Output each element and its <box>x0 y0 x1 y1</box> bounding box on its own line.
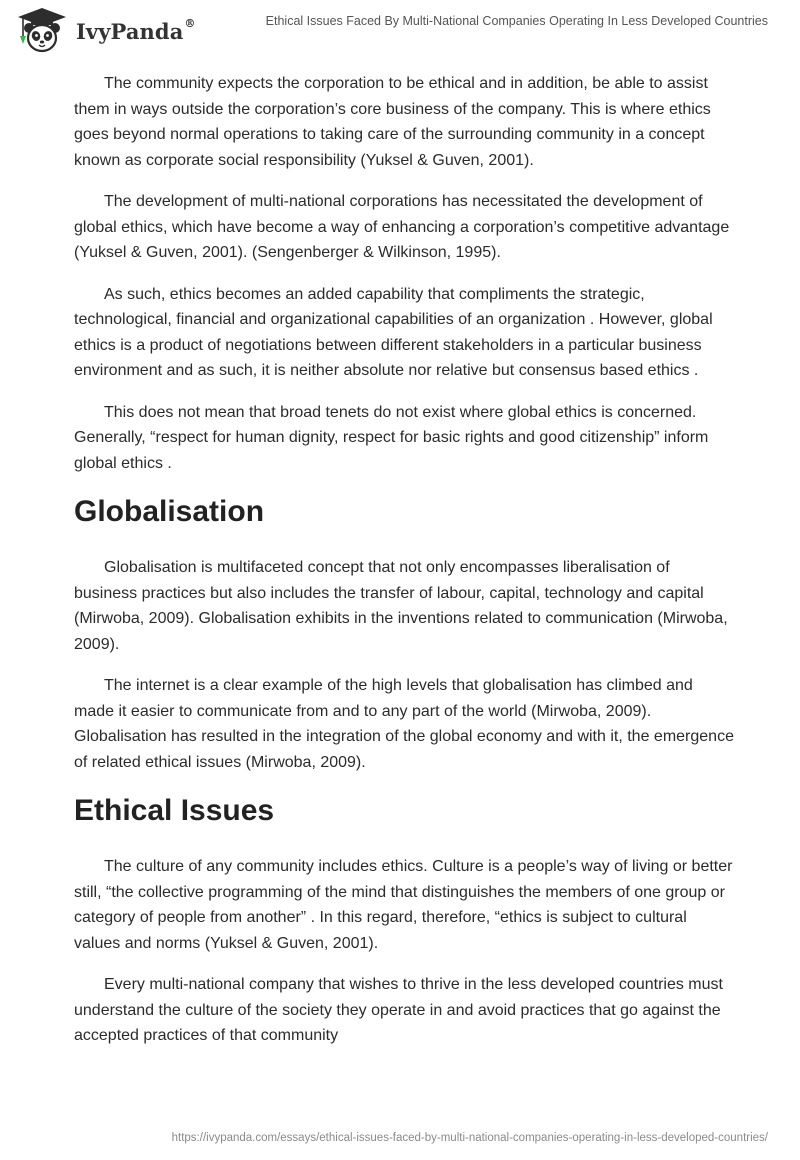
paragraph: The community expects the corporation to be ethical and in addition, be able to assist them in ways outside the corporation’s core business of the company. This is where ethics goes beyond normal operations to taking care of the surrounding community in a concept known as corporate social responsibility (Yuksel & Guven, 2001). <box>74 75 711 169</box>
panda-graduate-icon <box>14 6 70 56</box>
section-heading-globalisation: Globalisation <box>74 495 265 528</box>
paragraph: The culture of any community includes ethics. Culture is a people’s way of living or better still, “the collective programming of the mind that distinguishes the members of one group or category of people from another” . In this regard, therefore, “ethics is subject to cultural values and norms (Yuksel & Guven, 2001). <box>74 858 733 952</box>
ivypanda-logo[interactable] <box>14 6 196 56</box>
paragraph: Every multi-national company that wishes to thrive in the less developed countries must understand the culture of the society they operate in and avoid practices that go against the accepted practices of that community <box>74 976 723 1044</box>
essay-body <box>74 71 734 1065</box>
source-url[interactable]: https://ivypanda.com/essays/ethical-issues-faced-by-multi-national-companies-operating-in-less-developed-countries/ <box>171 1132 768 1144</box>
paragraph: This does not mean that broad tenets do not exist where global ethics is concerned. Generally, “respect for human dignity, respect for basic rights and good citizenship” inform global ethics . <box>74 403 709 472</box>
paragraph: Globalisation is multifaceted concept that not only encompasses liberalisation of business practices but also includes the transfer of labour, capital, technology and capital (Mirwoba, 2009). Globalisation exhibits in the inventions related to communication (Mirwoba, 2009). <box>74 559 728 653</box>
document-title: Ethical Issues Faced By Multi-National Companies Operating In Less Developed Countries <box>265 14 768 28</box>
paragraph: The internet is a clear example of the high levels that globalisation has climbed and made it easier to communicate from and to any part of the world (Mirwoba, 2009). Globalisation has resulted in the integration of the global economy and with it, the emergence of related ethical issues (Mirwoba, 2009). <box>74 677 734 771</box>
paragraph: The development of multi-national corporations has necessitated the development of global ethics, which have become a way of enhancing a corporation’s competitive advantage (Yuksel & Guven, 2001). (Sengenberger & Wilkinson, 1995). <box>74 193 730 261</box>
page-header <box>0 0 800 60</box>
brand-label: IvyPanda <box>76 18 184 44</box>
paragraph: As such, ethics becomes an added capability that compliments the strategic, technological, financial and organizational capabilities of an organization . However, global ethics is a product of negotiations between different stakeholders in a particular business environment and as such, it is neither absolute nor relative but consensus based ethics . <box>74 285 713 379</box>
registered-mark: ® <box>184 16 196 30</box>
section-heading-ethical-issues: Ethical Issues <box>74 794 275 827</box>
brand-name <box>76 16 196 44</box>
